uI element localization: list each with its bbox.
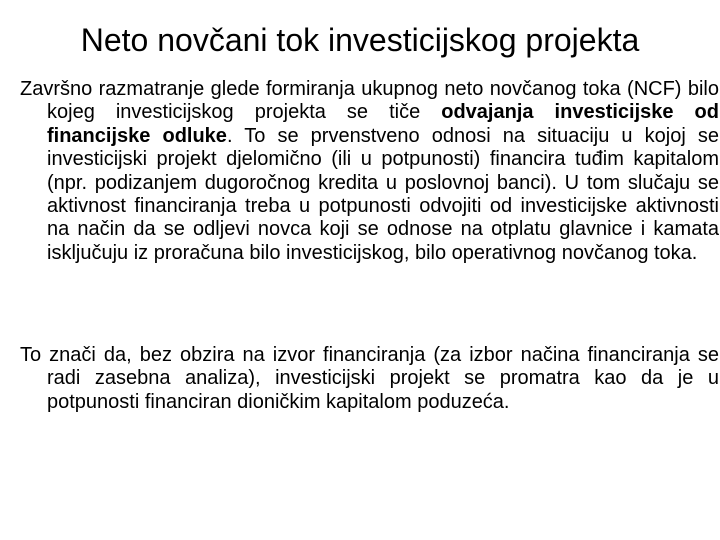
paragraph-1-rest: . To se prvenstveno odnosi na situaciju u kojoj se investicijski projekt djelomično (ili u potpunosti) financira tuđim kapitalom (npr. podizanjem dugoročnog kredita u poslovnoj banci). U tom slučaju se aktivnost financiranja treba u potpunosti odvojiti od investicijske aktivnosti na način da se odljevi novca koji se odnose na otplatu glavnice i kamata isključuju iz proračuna bilo investicijskog, bilo operativnog novčanog toka. [47, 124, 719, 264]
paragraph-1-intro: Završno razmatranje glede formiranja ukupnog neto novčanog toka (NCF) bilo kojeg investicijskog projekta se tiče [20, 78, 719, 124]
paragraph-equity-assumption: To znači da, bez obzira na izvor financiranja (za izbor načina financiranja se radi zasebna analiza), investicijski projekt se promatra kao da je u potpunosti financiran dioničkim kapitalom poduzeća. [20, 344, 719, 413]
paragraph-1-emphasis: odvajanja investicijske od financijske odluke [47, 101, 719, 147]
paragraph-ncf-separation [20, 78, 719, 265]
slide-title: Neto novčani tok investicijskog projekta [80, 22, 640, 58]
